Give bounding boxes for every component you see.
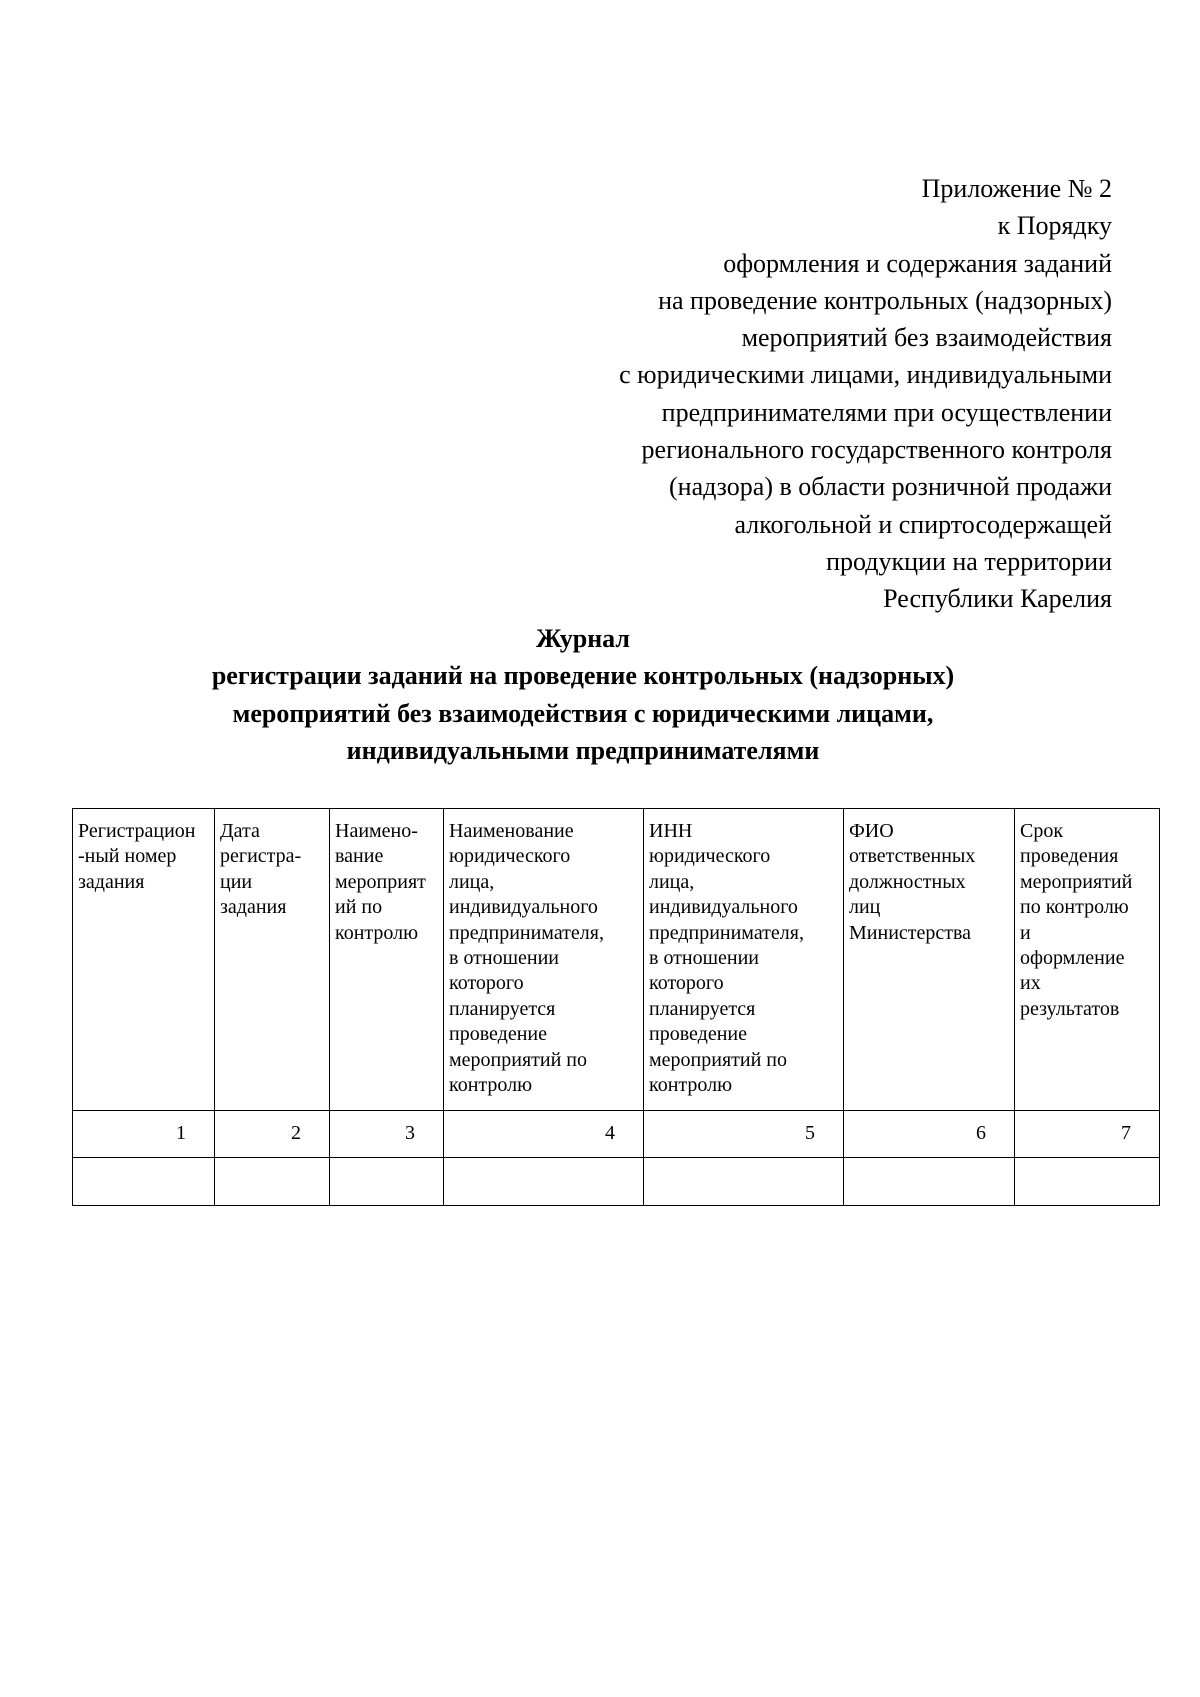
table-cell bbox=[330, 1158, 444, 1206]
table-cell bbox=[644, 1158, 844, 1206]
table-row bbox=[73, 1158, 1160, 1206]
appendix-line: Приложение № 2 bbox=[921, 174, 1112, 203]
column-number-cell: 3 bbox=[330, 1111, 444, 1158]
journal-title bbox=[60, 620, 1106, 769]
table-cell bbox=[444, 1158, 644, 1206]
appendix-block bbox=[472, 170, 1112, 618]
column-number-cell: 1 bbox=[73, 1111, 215, 1158]
column-number-cell: 6 bbox=[844, 1111, 1015, 1158]
appendix-line: с юридическими лицами, индивидуальными bbox=[619, 360, 1112, 390]
appendix-line: мероприятий без взаимодействия bbox=[741, 323, 1112, 353]
register-table bbox=[72, 808, 1160, 1206]
column-number-cell: 2 bbox=[215, 1111, 330, 1158]
column-number-cell: 7 bbox=[1015, 1111, 1160, 1158]
appendix-line: (надзора) в области розничной продажи bbox=[669, 472, 1112, 502]
appendix-line: к Порядку bbox=[997, 211, 1112, 241]
appendix-line: на проведение контрольных (надзорных) bbox=[658, 285, 1112, 315]
header-cell-registration-number: Регистрацион -ный номер задания bbox=[73, 809, 215, 1111]
appendix-line: алкогольной и спиртосодержащей bbox=[734, 509, 1112, 539]
journal-title-line: индивидуальными предпринимателями bbox=[346, 735, 820, 765]
column-number-row bbox=[73, 1111, 1160, 1158]
appendix-line: продукции на территории bbox=[826, 546, 1112, 576]
table-cell bbox=[1015, 1158, 1160, 1206]
table-cell bbox=[844, 1158, 1015, 1206]
appendix-line: Республики Карелия bbox=[883, 584, 1112, 614]
column-number-cell: 5 bbox=[644, 1111, 844, 1158]
table-cell bbox=[215, 1158, 330, 1206]
header-cell-entity-name: Наименование юридического лица, индивидуального предпринимателя, в отношении которого планируется проведение мероприятий по контролю bbox=[444, 809, 644, 1111]
header-cell-entity-inn: ИНН юридического лица, индивидуального предпринимателя, в отношении которого планируется проведение мероприятий по контролю bbox=[644, 809, 844, 1111]
header-cell-deadline: Срок проведения мероприятий по контролю и оформление их результатов bbox=[1015, 809, 1160, 1111]
header-cell-event-name: Наимено- вание мероприят ий по контролю bbox=[330, 809, 444, 1111]
header-cell-registration-date: Дата регистра- ции задания bbox=[215, 809, 330, 1111]
journal-title-line: регистрации заданий на проведение контрольных (надзорных) bbox=[211, 661, 955, 691]
journal-title-line: мероприятий без взаимодействия с юридическими лицами, bbox=[232, 698, 934, 728]
appendix-line: предпринимателями при осуществлении bbox=[661, 397, 1112, 427]
table-cell bbox=[73, 1158, 215, 1206]
appendix-line: оформления и содержания заданий bbox=[723, 248, 1112, 278]
appendix-line: регионального государственного контроля bbox=[641, 435, 1112, 465]
column-number-cell: 4 bbox=[444, 1111, 644, 1158]
journal-title-line: Журнал bbox=[536, 624, 630, 653]
header-row bbox=[73, 809, 1160, 1111]
header-cell-responsible-officials: ФИО ответственных должностных лиц Министерства bbox=[844, 809, 1015, 1111]
